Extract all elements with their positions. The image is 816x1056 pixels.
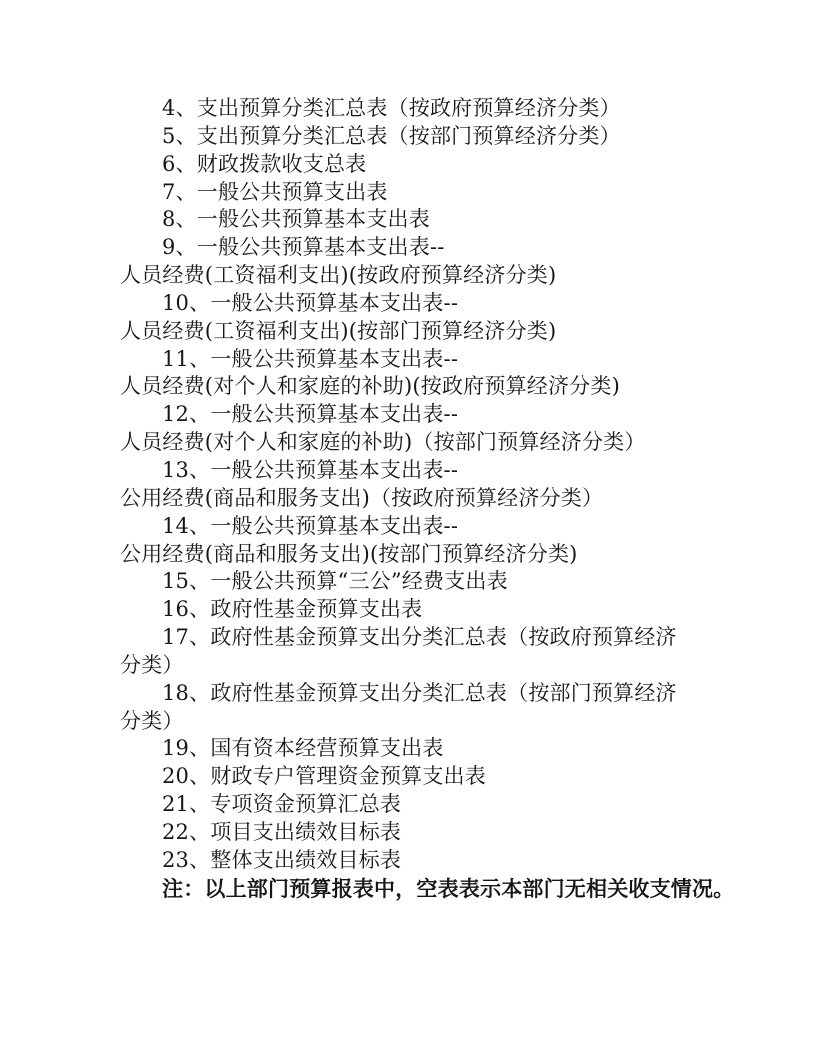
- document-line: 12、一般公共预算基本支出表--: [162, 402, 459, 427]
- note-line: 注：以上部门预算报表中，空表表示本部门无相关收支情况。: [162, 875, 735, 901]
- document-line: 16、政府性基金预算支出表: [162, 597, 423, 622]
- document-line: 19、国有资本经营预算支出表: [162, 736, 444, 761]
- document-line: 人员经费(对个人和家庭的补助)（按部门预算经济分类）: [120, 430, 646, 455]
- document-line: 人员经费(工资福利支出)(按政府预算经济分类): [120, 263, 557, 288]
- document-line: 公用经费(商品和服务支出)(按部门预算经济分类): [120, 541, 578, 566]
- document-line: 5、支出预算分类汇总表（按部门预算经济分类）: [162, 123, 621, 148]
- document-line: 4、支出预算分类汇总表（按政府预算经济分类）: [162, 96, 621, 120]
- document-line: 18、政府性基金预算支出分类汇总表（按部门预算经济: [162, 680, 677, 705]
- document-body: [120, 95, 735, 902]
- document-line: 17、政府性基金预算支出分类汇总表（按政府预算经济: [162, 625, 677, 650]
- document-line: 分类）: [120, 652, 184, 677]
- document-line: 7、一般公共预算支出表: [162, 179, 388, 204]
- document-line: 20、财政专户管理资金预算支出表: [162, 764, 486, 789]
- document-line: 9、一般公共预算基本支出表--: [162, 235, 445, 260]
- document-line: 23、整体支出绩效目标表: [162, 847, 402, 872]
- document-line: 15、一般公共预算“三公”经费支出表: [162, 569, 508, 594]
- document-line: 人员经费(对个人和家庭的补助)(按政府预算经济分类): [120, 374, 620, 399]
- document-line: 21、专项资金预算汇总表: [162, 792, 402, 817]
- document-line: 公用经费(商品和服务支出)（按政府预算经济分类）: [120, 485, 604, 510]
- document-line: 8、一般公共预算基本支出表: [162, 207, 430, 232]
- document-line: 14、一般公共预算基本支出表--: [162, 513, 459, 538]
- document-line: 22、项目支出绩效目标表: [162, 819, 402, 844]
- document-line: 11、一般公共预算基本支出表--: [162, 346, 459, 371]
- document-line: 13、一般公共预算基本支出表--: [162, 457, 459, 482]
- document-line: 分类）: [120, 708, 184, 733]
- document-line: 10、一般公共预算基本支出表--: [162, 290, 459, 315]
- document-line: 6、财政拨款收支总表: [162, 151, 367, 176]
- document-line: 人员经费(工资福利支出)(按部门预算经济分类): [120, 318, 557, 343]
